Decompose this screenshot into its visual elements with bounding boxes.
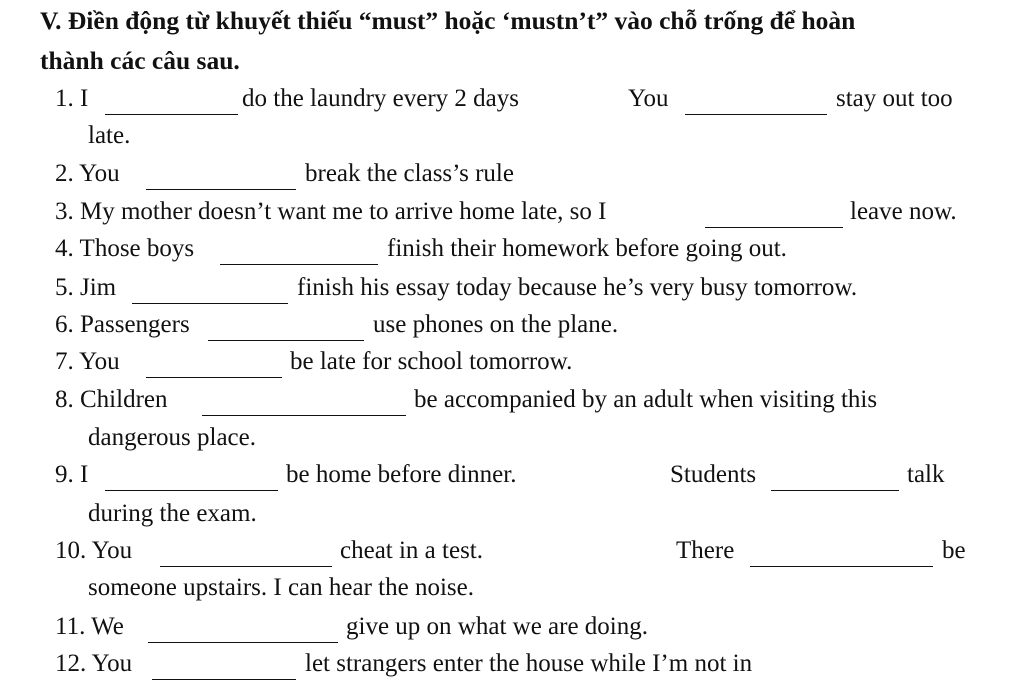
- item-2-blank[interactable]: [146, 167, 296, 190]
- item-4-blank[interactable]: [220, 242, 378, 265]
- item-4-number: 4. Those boys: [55, 235, 195, 262]
- item-7-blank[interactable]: [146, 355, 282, 378]
- item-3-blank[interactable]: [705, 205, 843, 228]
- item-1-blank-b[interactable]: [685, 92, 827, 115]
- item-12-number: 12. You: [55, 650, 133, 677]
- item-5-text: finish his essay today because he’s very busy tomorrow.: [297, 274, 858, 301]
- item-1-alt-subject: You: [628, 85, 669, 112]
- instruction-line-2: thành các câu sau.: [40, 46, 240, 75]
- item-1-text-b: stay out too: [836, 85, 953, 112]
- item-5-number: 5. Jim: [55, 274, 117, 301]
- item-6-blank[interactable]: [208, 318, 364, 341]
- item-10-blank-a[interactable]: [160, 544, 332, 567]
- item-1-blank-a[interactable]: [105, 92, 238, 115]
- item-8-blank[interactable]: [202, 393, 406, 416]
- item-6-number: 6. Passengers: [55, 311, 190, 338]
- item-9-alt-subject: Students: [670, 461, 757, 488]
- item-12-blank[interactable]: [152, 657, 296, 680]
- item-1-text-a: do the laundry every 2 days: [242, 85, 520, 112]
- item-7-text: be late for school tomorrow.: [290, 348, 573, 375]
- item-11-text: give up on what we are doing.: [346, 613, 649, 640]
- item-2-text: break the class’s rule: [305, 160, 514, 187]
- item-4-text: finish their homework before going out.: [387, 235, 787, 262]
- item-8-number: 8. Children: [55, 386, 168, 413]
- item-6-text: use phones on the plane.: [373, 311, 619, 338]
- item-9-number: 9. I: [55, 461, 89, 488]
- instruction-line-1: V. Điền động từ khuyết thiếu “must” hoặc ‘mustn’t” vào chỗ trống để hoàn: [40, 6, 856, 35]
- item-9-blank-b[interactable]: [771, 468, 899, 491]
- item-8-continuation: dangerous place.: [88, 424, 256, 451]
- item-1-number: 1. I: [55, 85, 89, 112]
- item-10-blank-b[interactable]: [750, 544, 933, 567]
- item-11-number: 11. We: [55, 613, 124, 640]
- item-12-text: let strangers enter the house while I’m not in: [305, 650, 753, 677]
- item-9-text-a: be home before dinner.: [286, 461, 517, 488]
- item-10-alt-subject: There: [676, 537, 735, 564]
- item-11-blank[interactable]: [148, 620, 338, 643]
- item-5-blank[interactable]: [132, 281, 288, 304]
- item-2-number: 2. You: [55, 160, 120, 187]
- item-10-text-a: cheat in a test.: [340, 537, 483, 564]
- item-3-number: 3. My mother doesn’t want me to arrive home late, so I: [55, 198, 607, 225]
- item-9-blank-a[interactable]: [105, 468, 278, 491]
- item-9-text-b: talk: [907, 461, 945, 488]
- item-10-continuation: someone upstairs. I can hear the noise.: [88, 574, 474, 601]
- item-1-continuation: late.: [88, 122, 131, 149]
- item-7-number: 7. You: [55, 348, 120, 375]
- item-10-text-b: be: [942, 537, 966, 564]
- item-9-continuation: during the exam.: [88, 500, 257, 527]
- item-10-number: 10. You: [55, 537, 133, 564]
- item-8-text: be accompanied by an adult when visiting this: [414, 386, 878, 413]
- item-3-text: leave now.: [850, 198, 957, 225]
